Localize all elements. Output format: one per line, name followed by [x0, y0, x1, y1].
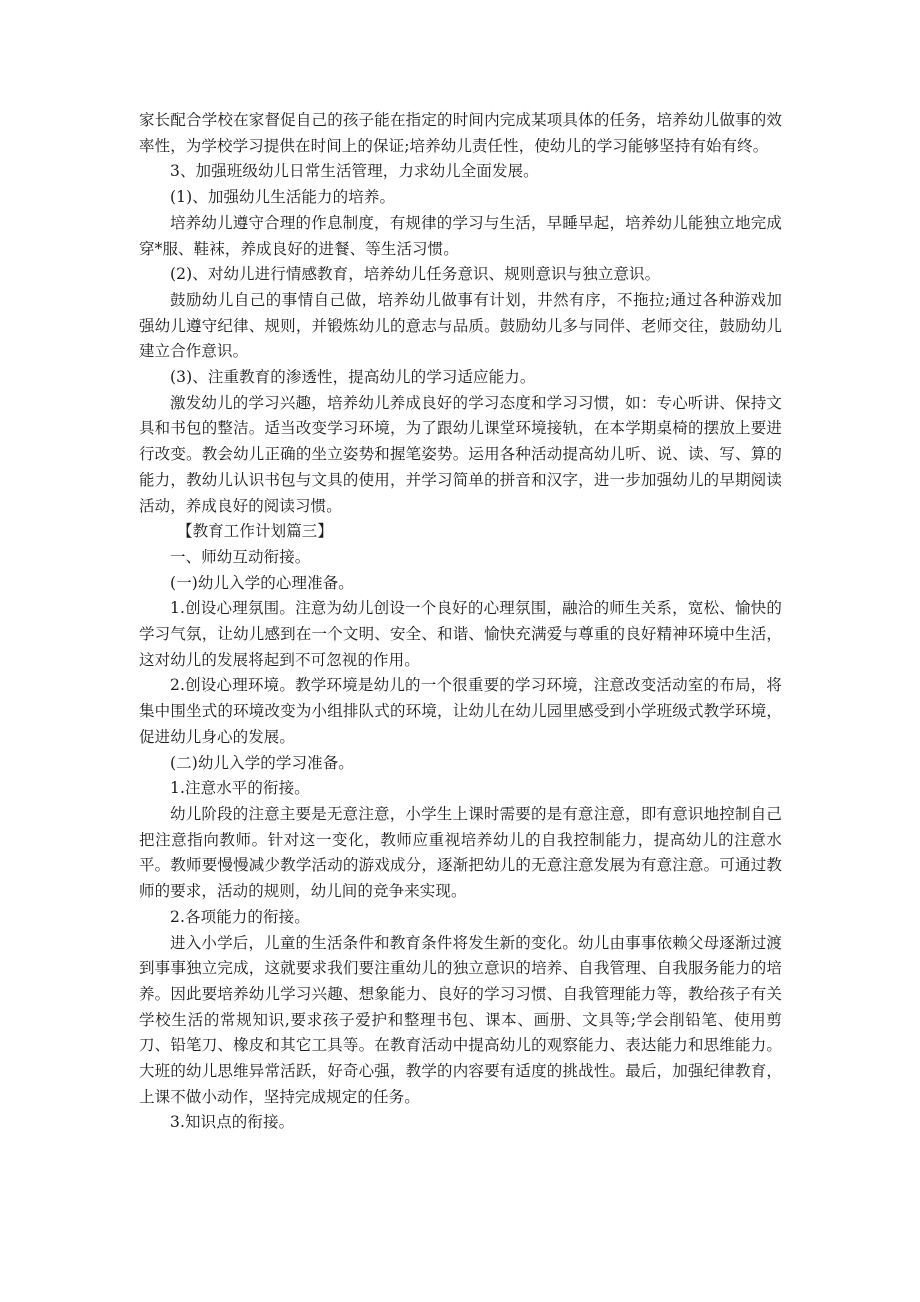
heading-ability-connection: 2.各项能力的衔接。: [170, 907, 310, 926]
paragraph-psychological-environment: 2.创设心理环境。教学环境是幼儿的一个很重要的学习环境，注意改变活动室的布局，将集中围坐式的环境改变为小组排队式的环境，让幼儿在幼儿园里感受到小学班级式教学环境，促进幼儿身心的发展。: [139, 676, 782, 746]
paragraph-attention-development: 幼儿阶段的注意主要是无意注意，小学生上课时需要的是有意注意，即有意识地控制自己把注意指向教师。针对这一变化，教师应重视培养幼儿的自我控制能力，提高幼儿的注意水平。教师要慢慢减少教学活动的游戏成分，逐渐把幼儿的无意注意发展为有意注意。可通过教师的要求，活动的规则，幼儿间的竞争来实现。: [139, 804, 782, 901]
paragraph-learning-interest: 激发幼儿的学习兴趣，培养幼儿养成良好的学习态度和学习习惯，如：专心听讲、保持文具和书包的整洁。适当改变学习环境，为了跟幼儿课堂环境接轨，在本学期桌椅的摆放上要进行改变。教会幼儿正确的坐立姿势和握笔姿势。运用各种活动提高幼儿听、说、读、写、算的能力，教幼儿认识书包与文具的使用，并学习简单的拼音和汉字，进一步加强幼儿的早期阅读活动，养成良好的阅读习惯。: [139, 393, 782, 515]
heading-knowledge-connection: 3.知识点的衔接。: [170, 1113, 295, 1132]
heading-daily-life-management: 3、加强班级幼儿日常生活管理，力求幼儿全面发展。: [170, 162, 539, 181]
heading-teacher-child-interaction: 一、师幼互动衔接。: [170, 547, 311, 566]
paragraph-homework-cooperation: 家长配合学校在家督促自己的孩子能在指定的时间内完成某项具体的任务，培养幼儿做事的效率性，为学校学习提供在时间上的保证;培养幼儿责任性，使幼儿的学习能够坚持有始有终。: [139, 111, 782, 155]
heading-emotional-education: (2)、对幼儿进行情感教育，培养幼儿任务意识、规则意识与独立意识。: [170, 265, 661, 284]
section-title-plan-three: 【教育工作计划篇三】: [177, 522, 334, 541]
heading-learning-preparation: (二)幼儿入学的学习准备。: [170, 753, 354, 772]
paragraph-independence-training: 进入小学后，儿童的生活条件和教育条件将发生新的变化。幼儿由事事依赖父母逐渐过渡到事事独立完成，这就要求我们要注重幼儿的独立意识的培养、自我管理、自我服务能力的培养。因此要培养幼儿学习兴趣、想象能力、良好的学习习惯、自我管理能力等，教给孩子有关学校生活的常规知识,要求孩子爱护和整理书包、课本、画册、文具等;学会削铅笔、使用剪刀、铅笔刀、橡皮和其它工具等。在教育活动中提高幼儿的观察能力、表达能力和思维能力。大班的幼儿思维异常活跃，好奇心强，教学的内容要有适度的挑战性。最后，加强纪律教育，上课不做小动作，坚持完成规定的任务。: [139, 933, 782, 1106]
heading-attention-level: 1.注意水平的衔接。: [170, 779, 310, 798]
document-body: [139, 108, 782, 1136]
heading-learning-adaptation: (3)、注重教育的渗透性，提高幼儿的学习适应能力。: [170, 368, 536, 387]
heading-life-ability: (1)、加强幼儿生活能力的培养。: [170, 188, 396, 207]
paragraph-schedule-habits: 培养幼儿遵守合理的作息制度，有规律的学习与生活，早睡早起，培养幼儿能独立地完成穿*服、鞋袜，养成良好的进餐、等生活习惯。: [139, 213, 782, 258]
heading-psychological-preparation: (一)幼儿入学的心理准备。: [170, 573, 354, 592]
paragraph-psychological-atmosphere: 1.创设心理氛围。注意为幼儿创设一个良好的心理氛围，融洽的师生关系，宽松、愉快的学习气氛，让幼儿感到在一个文明、安全、和谐、愉快充满爱与尊重的良好精神环境中生活，这对幼儿的发展将起到不可忽视的作用。: [139, 599, 782, 669]
paragraph-self-reliance: 鼓励幼儿自己的事情自己做，培养幼儿做事有计划，井然有序，不拖拉;通过各种游戏加强幼儿遵守纪律、规则，并锻炼幼儿的意志与品质。鼓励幼儿多与同伴、老师交往，鼓励幼儿建立合作意识。: [139, 290, 782, 361]
